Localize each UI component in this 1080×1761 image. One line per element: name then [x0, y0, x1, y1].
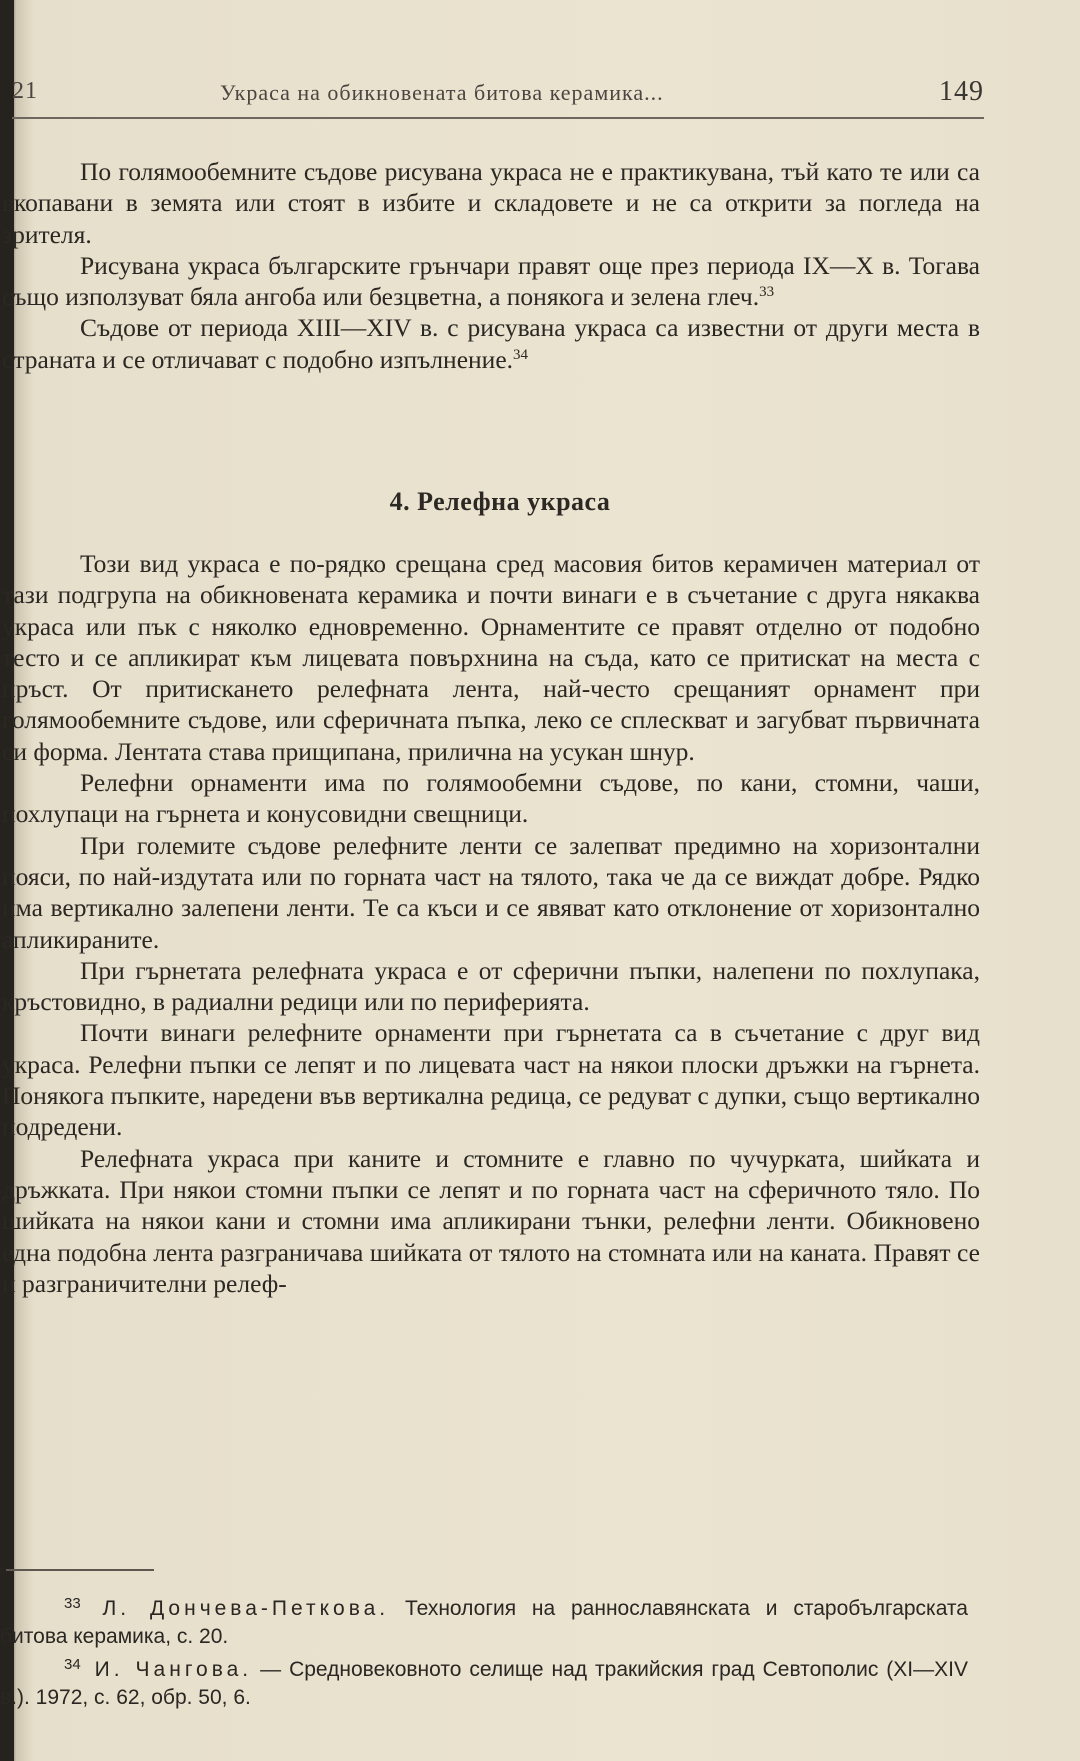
footnote-number: 34: [64, 1656, 81, 1673]
footnote-number: 33: [64, 1595, 81, 1612]
paragraph: При гърнетата релефната украса е от сферични пъпки, налепени по похлупака, кръстовидно, в радиални редици или по периферията.: [2, 955, 980, 1017]
footnote-rule: [6, 1569, 154, 1571]
header-rule: [12, 117, 984, 119]
footnotes: [0, 1590, 968, 1712]
running-title: Украса на обикновената битова керамика...: [220, 80, 664, 105]
footnote-author: И. Чангова.: [94, 1658, 253, 1681]
paragraph: Рисувана украса българските грънчари правят още през периода IX—X в. Тогава също използуват бяла ангоба или безцветна, а понякога и зелена глеч.$^{33}$: [2, 250, 980, 312]
paragraph: Съдове от периода XIII—XIV в. с рисувана украса са известни от други места в страната и се отличават с подобно изпълнение.$^{34}$: [2, 313, 980, 374]
footnote-author: Л. Дончева-Петкова.: [102, 1597, 390, 1620]
paragraph: Този вид украса е по-рядко срещана сред масовия битов керамичен материал от тази подгрупа на обикновената керамика и почти винаги е в съчетание с друга някаква украса или пък с няколко едновременно. Орнаментите се правят отделно от подобно тесто и се апликират към лицевата повърхнина на съда, като се притискат на места с пръст. От притискането релефната лента, най-често срещаният орнамент при голямообемните съдове, или сферичната пъпка, леко се сплескват и загубват първичната си форма. Лентата става прищипана, прилична на усукан шнур.: [2, 549, 980, 766]
running-header: [8, 76, 984, 116]
page-number: 149: [939, 76, 984, 107]
paragraph: При големите съдове релефните ленти се залепват предимно на хоризонтални пояси, по най-издутата или по горната част на тялото, така че да се виждат добре. Рядко има вертикално залепени ленти. Те са къси и се явяват като отклонение от хоризонтално апликираните.: [2, 830, 980, 954]
body-text-block: [0, 548, 980, 1299]
left-page-number: 21: [12, 78, 38, 104]
paragraph: Релефни орнаменти има по голямообемни съдове, по кани, стомни, чаши, похлупаци на гърнета и конусовидни свещници.: [2, 768, 980, 829]
paragraph: По голямообемните съдове рисувана украса не е практикувана, тъй като те или са вкопавани в земята или стоят в избите и складовете и не са открити за погледа на зрителя.: [2, 157, 980, 249]
top-text-block: [0, 156, 980, 375]
footnote: [0, 1590, 968, 1651]
paragraph: Релефната украса при каните и стомните е главно по чучурката, шийката и дръжката. При някои стомни пъпки се лепят и по горната част на сферичното тяло. По шийката на някои кани и стомни има апликирани тънки, релефни ленти. Обикновено една подобна лента разграничава шийката от тялото на стомната или на каната. Правят се и разграничителни релеф-: [2, 1143, 980, 1298]
footnote-text: — Средновековното селище над тракийския град Севтополис (XI—XIV в.). 1972, с. 62, обр. 50, 6.: [0, 1658, 968, 1709]
section-heading: 4. Релефна украса: [389, 487, 611, 516]
paragraph: Почти винаги релефните орнаменти при гърнетата са в съчетание с друг вид украса. Релефни пъпки се лепят и по лицевата част на някои плоски дръжки на гърнета. Понякога пъпките, наредени във вертикална редица, се редуват с дупки, също вертикално подредени.: [2, 1018, 980, 1142]
footnote-ref: 34: [513, 346, 529, 363]
footnote-text: Технология на раннославянската и старобългарската битова керамика, с. 20.: [0, 1597, 968, 1648]
footnote: [0, 1651, 968, 1712]
footnote-ref: 33: [759, 284, 775, 301]
